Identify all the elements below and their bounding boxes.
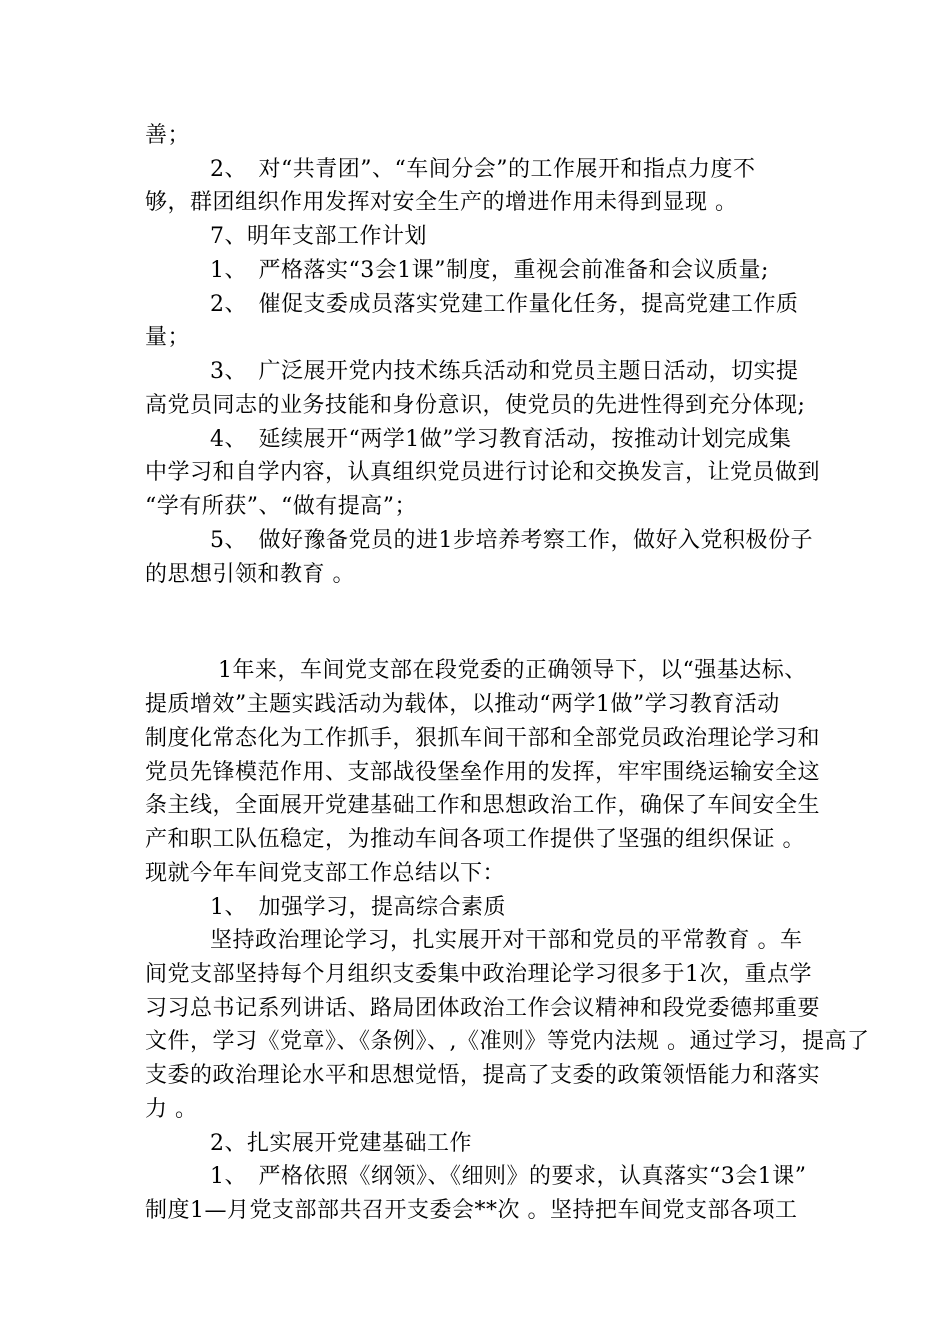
text-line: 力 。 — [145, 1097, 198, 1122]
text-line: 文件，学习《党章》、《条例》、,《准则》等党内法规 。通过学习，提高了 — [145, 1029, 870, 1054]
text-line: 够，群团组织作用发挥对安全生产的增进作用未得到显现 。 — [145, 190, 738, 215]
text-line: 2、 催促支委成员落实党建工作量化任务，提高党建工作质 — [210, 292, 799, 317]
text-line: 间党支部坚持每个月组织支委集中政治理论学习很多于1次，重点学 — [145, 962, 812, 987]
text-line: 中学习和自学内容，认真组织党员进行讨论和交换发言，让党员做到 — [145, 460, 821, 485]
text-line: “学有所获”、“做有提高”； — [145, 494, 417, 519]
text-line: 2、 对“共青团”、“车间分会”的工作展开和指点力度不 — [210, 157, 756, 182]
text-line: 支委的政治理论水平和思想觉悟，提高了支委的政策领悟能力和落实 — [145, 1063, 821, 1088]
text-line: 坚持政治理论学习，扎实展开对干部和党员的平常教育 。车 — [210, 928, 803, 953]
text-line: 高党员同志的业务技能和身份意识，使党员的先进性得到充分体现; — [145, 393, 806, 418]
text-line: 产和职工队伍稳定，为推动车间各项工作提供了坚强的组织保证 。 — [145, 827, 805, 852]
text-line: 提质增效”主题实践活动为载体，以推动“两学1做”学习教育活动 — [145, 692, 780, 717]
text-line: 善； — [145, 123, 191, 148]
text-line: 制度1—月党支部部共召开支委会**次 。坚持把车间党支部各项工 — [145, 1198, 798, 1223]
text-line: 1年来，车间党支部在段党委的正确领导下，以“强基达标、 — [218, 658, 807, 683]
text-line: 党员先锋模范作用、支部战役堡垒作用的发挥，牢牢围绕运输安全这 — [145, 760, 821, 785]
section-heading: 2、扎实展开党建基础工作 — [210, 1131, 472, 1156]
text-line: 习习总书记系列讲话、路局团体政治工作会议精神和段党委德邦重要 — [145, 996, 821, 1021]
text-line: 现就今年车间党支部工作总结以下： — [145, 861, 506, 886]
section-heading: 1、 加强学习，提高综合素质 — [210, 895, 506, 920]
text-line: 制度化常态化为工作抓手，狠抓车间干部和全部党员政治理论学习和 — [145, 726, 821, 751]
text-line: 条主线，全面展开党建基础工作和思想政治工作，确保了车间安全生 — [145, 793, 821, 818]
section-heading: 7、明年支部工作计划 — [210, 224, 427, 249]
text-line: 5、 做好豫备党员的进1步培养考察工作，做好入党积极份子 — [210, 528, 813, 553]
text-line: 4、 延续展开“两学1做”学习教育活动，按推动计划完成集 — [210, 427, 792, 452]
text-line: 1、 严格依照《纲领》、《细则》的要求，认真落实“3会1课” — [210, 1164, 807, 1189]
text-line: 3、 广泛展开党内技术练兵活动和党员主题日活动，切实提 — [210, 359, 799, 384]
text-line: 的思想引领和教育 。 — [145, 562, 355, 587]
text-line: 量； — [145, 325, 191, 350]
text-line: 1、 严格落实“3会1课”制度，重视会前准备和会议质量; — [210, 258, 769, 283]
